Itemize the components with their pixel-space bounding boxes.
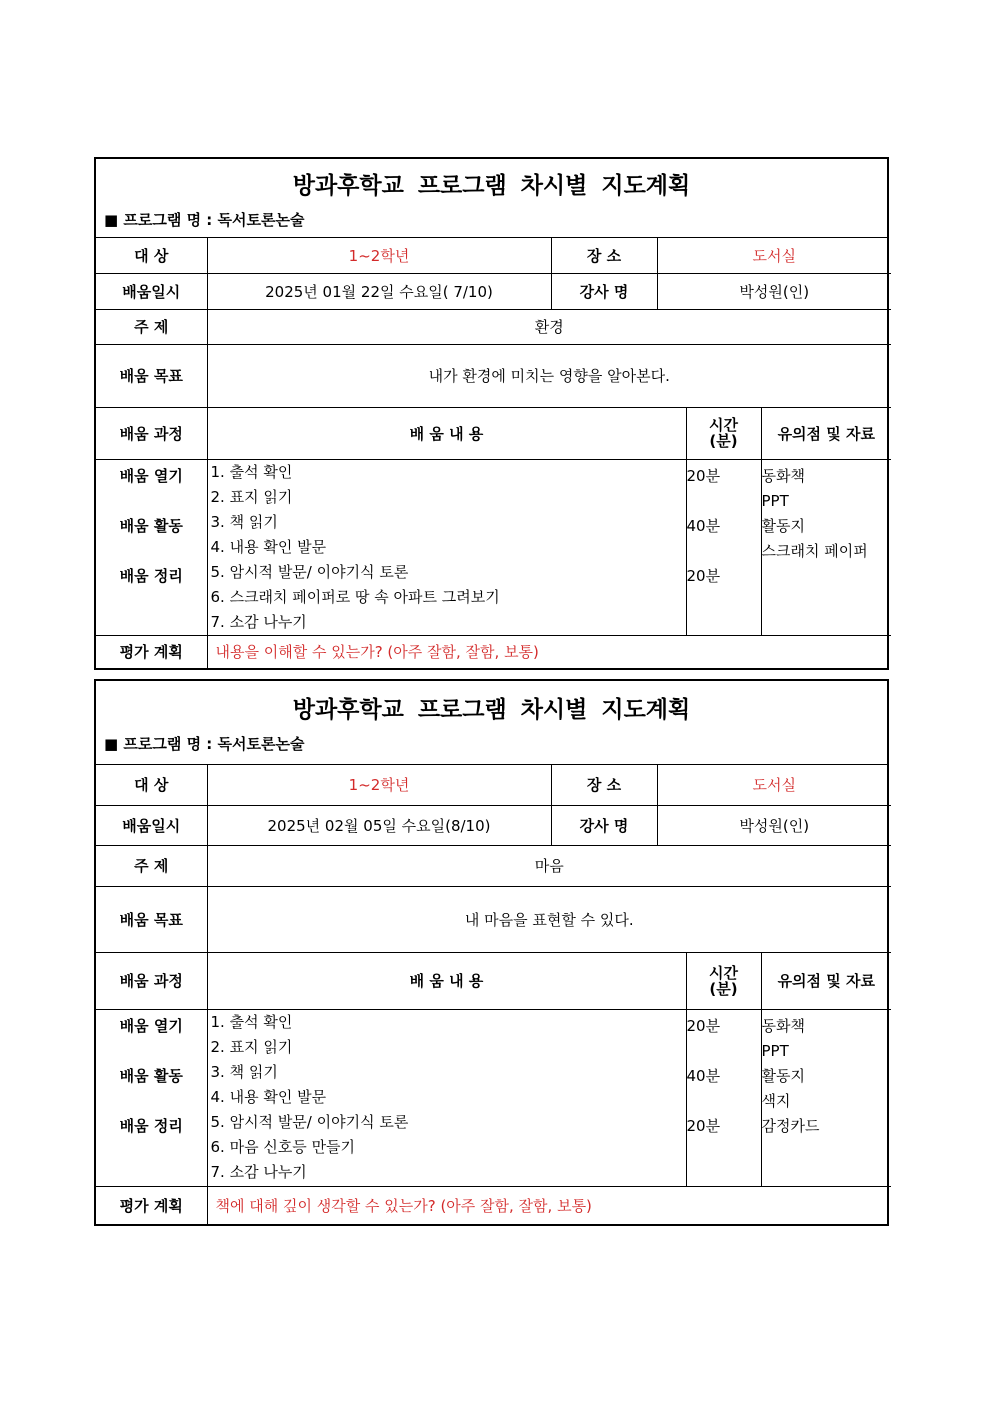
time-activity: 40분	[686, 516, 721, 535]
time-column	[686, 459, 761, 635]
content-item: 7. 소감 나누기	[210, 1162, 307, 1181]
process-label: 배움 과정	[96, 952, 207, 1009]
time-label-line1: 시간	[709, 963, 738, 982]
time-label-line1: 시간	[709, 416, 738, 434]
phase-column	[96, 459, 207, 635]
content-label: 배 움 내 용	[207, 407, 686, 459]
phase-close: 배움 정리	[119, 566, 183, 585]
material-item: 색지	[761, 1091, 791, 1110]
topic-label: 주 제	[96, 309, 207, 344]
plan-title: 방과후학교 프로그램 차시별 지도계획	[292, 172, 691, 199]
material-item: 동화책	[761, 466, 805, 485]
goal-value: 내가 환경에 미치는 영향을 알아본다.	[207, 344, 891, 407]
content-item: 1. 출석 확인	[210, 462, 293, 481]
material-item: 동화책	[761, 1016, 805, 1035]
content-item: 6. 스크래치 페이퍼로 땅 속 아파트 그려보기	[210, 587, 500, 606]
content-item: 2. 표지 읽기	[210, 487, 293, 506]
process-label: 배움 과정	[96, 407, 207, 459]
notes-label: 유의점 및 자료	[761, 407, 891, 459]
time-open: 20분	[686, 1016, 721, 1035]
time-label	[686, 407, 761, 459]
time-column	[686, 1009, 761, 1186]
target-label: 대 상	[96, 765, 207, 805]
content-item: 4. 내용 확인 발문	[210, 537, 327, 556]
eval-value: 책에 대해 깊이 생각할 수 있는가? (아주 잘함, 잘함, 보통)	[207, 1186, 891, 1224]
phase-open: 배움 열기	[119, 466, 183, 485]
target-label: 대 상	[96, 238, 207, 273]
topic-label: 주 제	[96, 845, 207, 886]
eval-label: 평가 계획	[96, 635, 207, 668]
content-item: 2. 표지 읽기	[210, 1037, 293, 1056]
plan-header	[96, 681, 887, 765]
time-label-line2: (분)	[709, 979, 738, 998]
time-close: 20분	[686, 1116, 721, 1135]
content-item: 5. 암시적 발문/ 이야기식 토론	[210, 1112, 409, 1131]
plan-header	[96, 159, 887, 238]
content-item: 6. 마음 신호등 만들기	[210, 1137, 356, 1156]
teacher-label: 강사 명	[551, 273, 657, 309]
teacher-label: 강사 명	[551, 805, 657, 845]
teacher-value: 박성원(인)	[657, 805, 891, 845]
teacher-value: 박성원(인)	[657, 273, 891, 309]
material-item: 스크래치 페이퍼	[761, 541, 868, 560]
time-open: 20분	[686, 466, 721, 485]
phase-open: 배움 열기	[119, 1016, 183, 1035]
material-item: 활동지	[761, 1066, 805, 1085]
place-label: 장 소	[551, 765, 657, 805]
time-label-line2: (분)	[709, 432, 738, 450]
lesson-plan-1	[94, 157, 889, 670]
program-name: ■ 프로그램 명 : 독서토론논술	[104, 735, 305, 753]
place-label: 장 소	[551, 238, 657, 273]
content-item: 4. 내용 확인 발문	[210, 1087, 327, 1106]
content-item: 3. 책 읽기	[210, 512, 278, 531]
material-item: PPT	[761, 491, 789, 510]
date-label: 배움일시	[96, 273, 207, 309]
eval-label: 평가 계획	[96, 1186, 207, 1224]
date-value: 2025년 01월 22일 수요일( 7/10)	[207, 273, 551, 309]
date-value: 2025년 02월 05일 수요일(8/10)	[207, 805, 551, 845]
topic-value: 마음	[207, 845, 891, 886]
program-name: ■ 프로그램 명 : 독서토론논술	[104, 211, 305, 229]
plan-table	[96, 238, 891, 668]
phase-activity: 배움 활동	[119, 516, 183, 535]
time-activity: 40분	[686, 1066, 721, 1085]
material-item: 감정카드	[761, 1116, 820, 1135]
material-item: 활동지	[761, 516, 805, 535]
content-column	[207, 459, 686, 635]
content-item: 1. 출석 확인	[210, 1012, 293, 1031]
date-label: 배움일시	[96, 805, 207, 845]
target-value: 1~2학년	[207, 238, 551, 273]
materials-column	[761, 459, 891, 635]
content-label: 배 움 내 용	[207, 952, 686, 1009]
content-column	[207, 1009, 686, 1186]
content-item: 3. 책 읽기	[210, 1062, 278, 1081]
place-value: 도서실	[657, 238, 891, 273]
notes-label: 유의점 및 자료	[761, 952, 891, 1009]
target-value: 1~2학년	[207, 765, 551, 805]
time-close: 20분	[686, 566, 721, 585]
content-item: 5. 암시적 발문/ 이야기식 토론	[210, 562, 409, 581]
topic-value: 환경	[207, 309, 891, 344]
time-label	[686, 952, 761, 1009]
plan-table	[96, 765, 891, 1224]
phase-close: 배움 정리	[119, 1116, 183, 1135]
eval-value: 내용을 이해할 수 있는가? (아주 잘함, 잘함, 보통)	[207, 635, 891, 668]
goal-value: 내 마음을 표현할 수 있다.	[207, 886, 891, 952]
materials-column	[761, 1009, 891, 1186]
phase-activity: 배움 활동	[119, 1066, 183, 1085]
goal-label: 배움 목표	[96, 886, 207, 952]
phase-column	[96, 1009, 207, 1186]
plan-title: 방과후학교 프로그램 차시별 지도계획	[292, 696, 691, 723]
content-item: 7. 소감 나누기	[210, 612, 307, 631]
goal-label: 배움 목표	[96, 344, 207, 407]
lesson-plan-2	[94, 679, 889, 1226]
place-value: 도서실	[657, 765, 891, 805]
material-item: PPT	[761, 1041, 789, 1060]
